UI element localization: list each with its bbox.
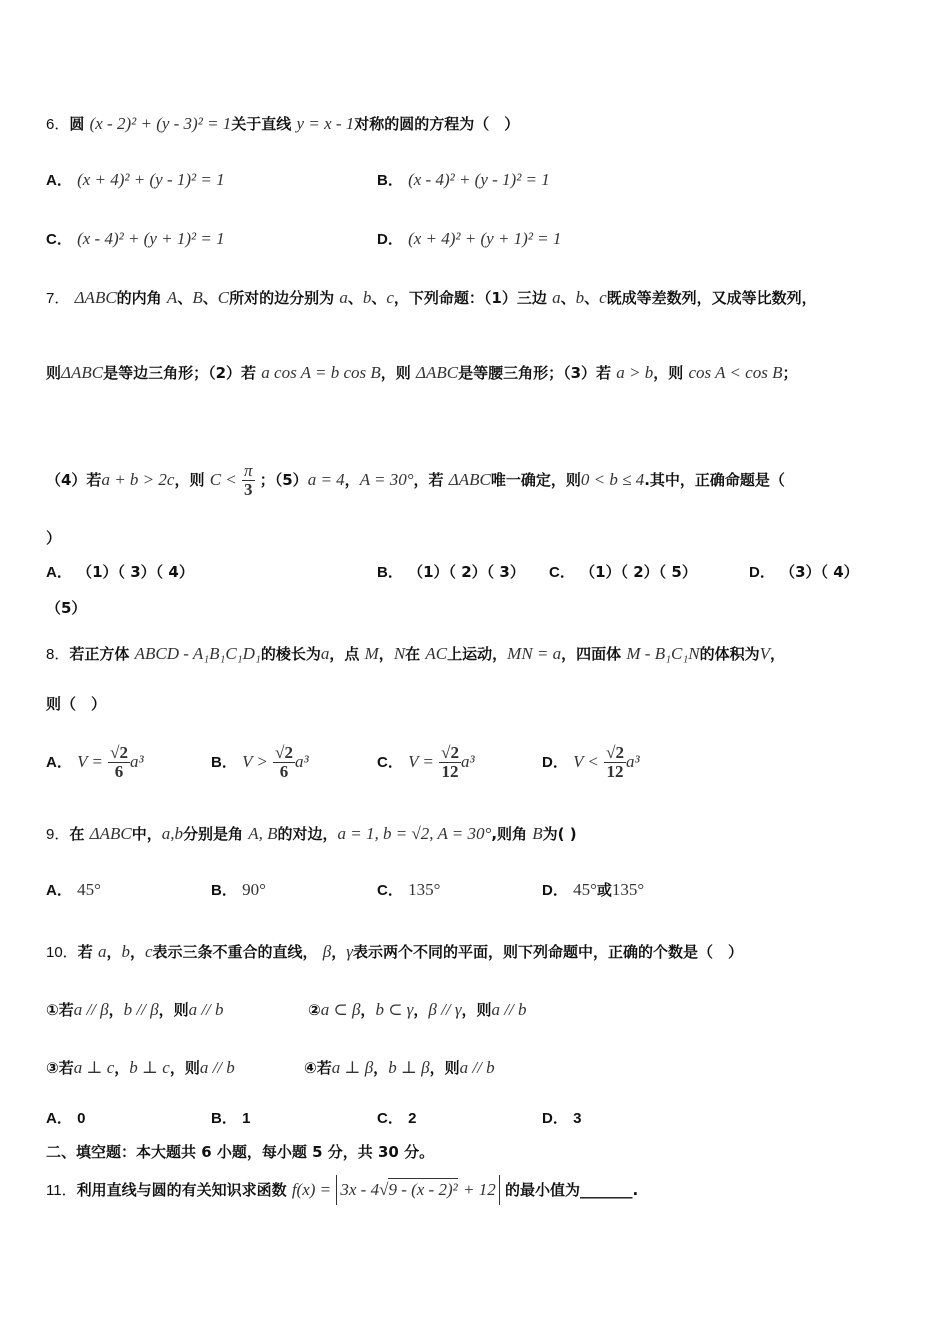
- q10-option-d[interactable]: D． 3: [542, 1110, 582, 1127]
- q7-stem-line2: 则ΔABC是等边三角形；（2）若 a cos A = b cos B，则 ΔABC是等腰三角形；（3）若 a > b，则 cos A < cos B；: [46, 363, 798, 382]
- q11-answer-blank[interactable]: _______: [579, 1181, 633, 1199]
- q6-option-b[interactable]: B． (x - 4)² + (y - 1)² = 1: [377, 170, 550, 189]
- q7-pi-over-3: $\frac{\pi}{3}$: [243, 461, 253, 499]
- section-heading-fill-in: 二、填空题：本大题共 6 小题，每小题 5 分，共 30 分。: [46, 1143, 435, 1161]
- q10-option-b[interactable]: B． 1: [211, 1110, 251, 1127]
- q7-option-c[interactable]: C． （1）（ 2）（ 5）: [549, 563, 697, 581]
- q9-option-b[interactable]: B． 90°: [211, 880, 266, 899]
- q6-line-eq: y = x - 1: [296, 114, 355, 133]
- q8-option-a[interactable]: A． V = $\frac{√2}{6}$ a³: [46, 743, 144, 781]
- q10-statement-1: ①若a // β，b // β，则a // b: [46, 1000, 224, 1019]
- q6-option-c[interactable]: C． (x - 4)² + (y + 1)² = 1: [46, 229, 225, 248]
- q11-stem: 11．利用直线与圆的有关知识求函数 f(x) = 3x - 4√9 - (x - 2)² + 12 的最小值为_______.: [46, 1180, 638, 1201]
- q6-circle-eq: (x - 2)² + (y - 3)² = 1: [89, 114, 232, 133]
- q8-option-b[interactable]: B． V > $\frac{√2}{6}$ a³: [211, 743, 309, 781]
- q6-stem: 6．圆 (x - 2)² + (y - 3)² = 1关于直线 y = x - 1对称的圆的方程为（ ）: [46, 114, 520, 133]
- q9-option-a[interactable]: A． 45°: [46, 880, 101, 899]
- q9-option-d[interactable]: D． 45°或135°: [542, 880, 645, 899]
- q9-option-c[interactable]: C． 135°: [377, 880, 441, 899]
- q10-number: 10．: [46, 944, 78, 961]
- q7-number: 7．: [46, 290, 70, 307]
- q8-stem-line2: 则（ ）: [46, 695, 107, 713]
- q7-option-d[interactable]: D． （3）（ 4）: [749, 563, 859, 581]
- q10-statement-2: ②a ⊂ β，b ⊂ γ，β // γ，则a // b: [308, 1000, 527, 1019]
- q10-statement-3: ③若a ⊥ c，b ⊥ c，则a // b: [46, 1058, 235, 1077]
- q11-abs-expression: 3x - 4√9 - (x - 2)² + 12: [336, 1175, 499, 1205]
- q7-option-c-wrap: （5）: [46, 599, 87, 617]
- q7-option-a[interactable]: A． （1）（ 3）（ 4）: [46, 563, 194, 581]
- q10-option-c[interactable]: C． 2: [377, 1110, 417, 1127]
- q9-number: 9．: [46, 826, 70, 843]
- q8-option-c[interactable]: C． V = $\frac{√2}{12}$ a³: [377, 743, 475, 781]
- q10-stem: 10．若 a，b，c表示三条不重合的直线， β，γ表示两个不同的平面，则下列命题中，正确的个数是（ ）: [46, 942, 743, 961]
- q7-stem-line1: 7． ΔABC的内角 A、B、C所对的边分别为 a、b、c，下列命题：（1）三边 a、b、c既成等差数列，又成等比数列，: [46, 288, 817, 307]
- q9-stem: 9．在 ΔABC中，a,b分别是角 A, B的对边，a = 1, b = √2, A = 30°,则角 B为( ): [46, 824, 577, 843]
- q8-stem-line1: 8．若正方体 ABCD - A₁B₁C₁D₁的棱长为a，点 M，N在 AC上运动，MN = a，四面体 M - B₁C₁N的体积为V，: [46, 644, 786, 663]
- q6-number: 6．: [46, 116, 70, 133]
- q8-number: 8．: [46, 646, 70, 663]
- q7-stem-line4: ）: [46, 529, 62, 547]
- q10-statement-4: ④若a ⊥ β，b ⊥ β，则a // b: [304, 1058, 495, 1077]
- q11-number: 11．: [46, 1182, 77, 1199]
- q7-option-b[interactable]: B． （1）（ 2）（ 3）: [377, 563, 525, 581]
- q8-option-d[interactable]: D． V < $\frac{√2}{12}$ a³: [542, 743, 640, 781]
- q6-option-a[interactable]: A． (x + 4)² + (y - 1)² = 1: [46, 170, 225, 189]
- q10-option-a[interactable]: A． 0: [46, 1110, 86, 1127]
- q7-stem-line3: （4）若a + b > 2c，则 C < $\frac{\pi}{3}$ ；（5）a = 4，A = 30°，若 ΔABC唯一确定，则0 < b ≤ 4.其中，正确命题是（: [46, 461, 785, 499]
- q6-option-d[interactable]: D． (x + 4)² + (y + 1)² = 1: [377, 229, 562, 248]
